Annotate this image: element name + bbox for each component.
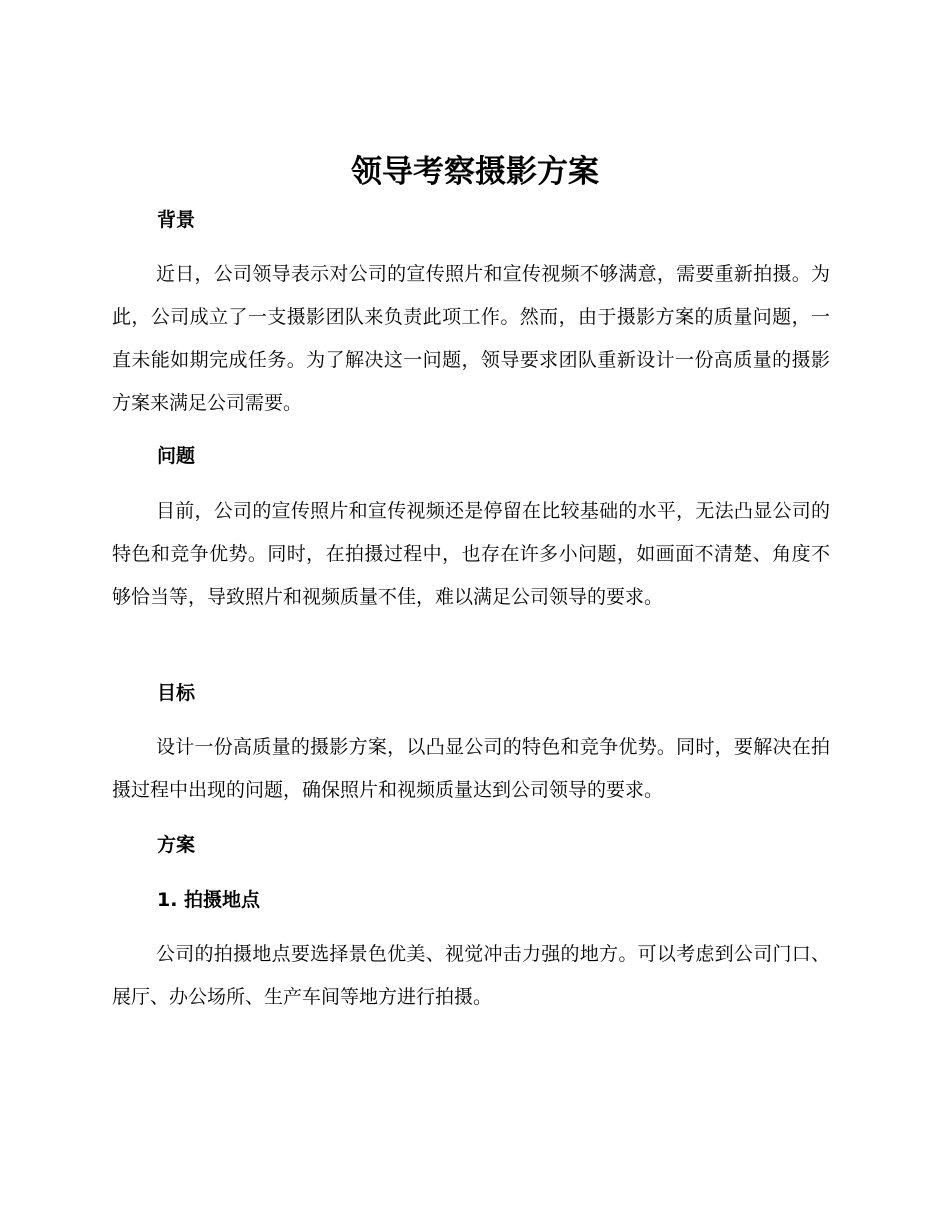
section-text-problem: 目前，公司的宣传照片和宣传视频还是停留在比较基础的水平，无法凸显公司的特色和竞争优势。同时，在拍摄过程中，也存在许多小问题，如画面不清楚、角度不够恰当等，导致照片和视频质量不佳，难以满足公司领导的要求。 <box>112 500 830 608</box>
section-text-background: 近日，公司领导表示对公司的宣传照片和宣传视频不够满意，需要重新拍摄。为此，公司成立了一支摄影团队来负责此项工作。然而，由于摄影方案的质量问题，一直未能如期完成任务。为了解决这一问题，领导要求团队重新设计一份高质量的摄影方案来满足公司需要。 <box>112 263 830 414</box>
section-heading-background: 背景 <box>157 209 196 231</box>
subsection-text-location: 公司的拍摄地点要选择景色优美、视觉冲击力强的地方。可以考虑到公司门口、展厅、办公场所、生产车间等地方进行拍摄。 <box>112 943 830 1008</box>
section-heading-problem: 问题 <box>157 445 196 467</box>
section-heading-plan: 方案 <box>157 834 196 856</box>
document-title: 领导考察摄影方案 <box>351 154 599 190</box>
section-text-goal: 设计一份高质量的摄影方案，以凸显公司的特色和竞争优势。同时，要解决在拍摄过程中出现的问题，确保照片和视频质量达到公司领导的要求。 <box>112 736 830 801</box>
section-heading-goal: 目标 <box>157 682 196 704</box>
subsection-heading-location: 1. 拍摄地点 <box>157 889 261 911</box>
